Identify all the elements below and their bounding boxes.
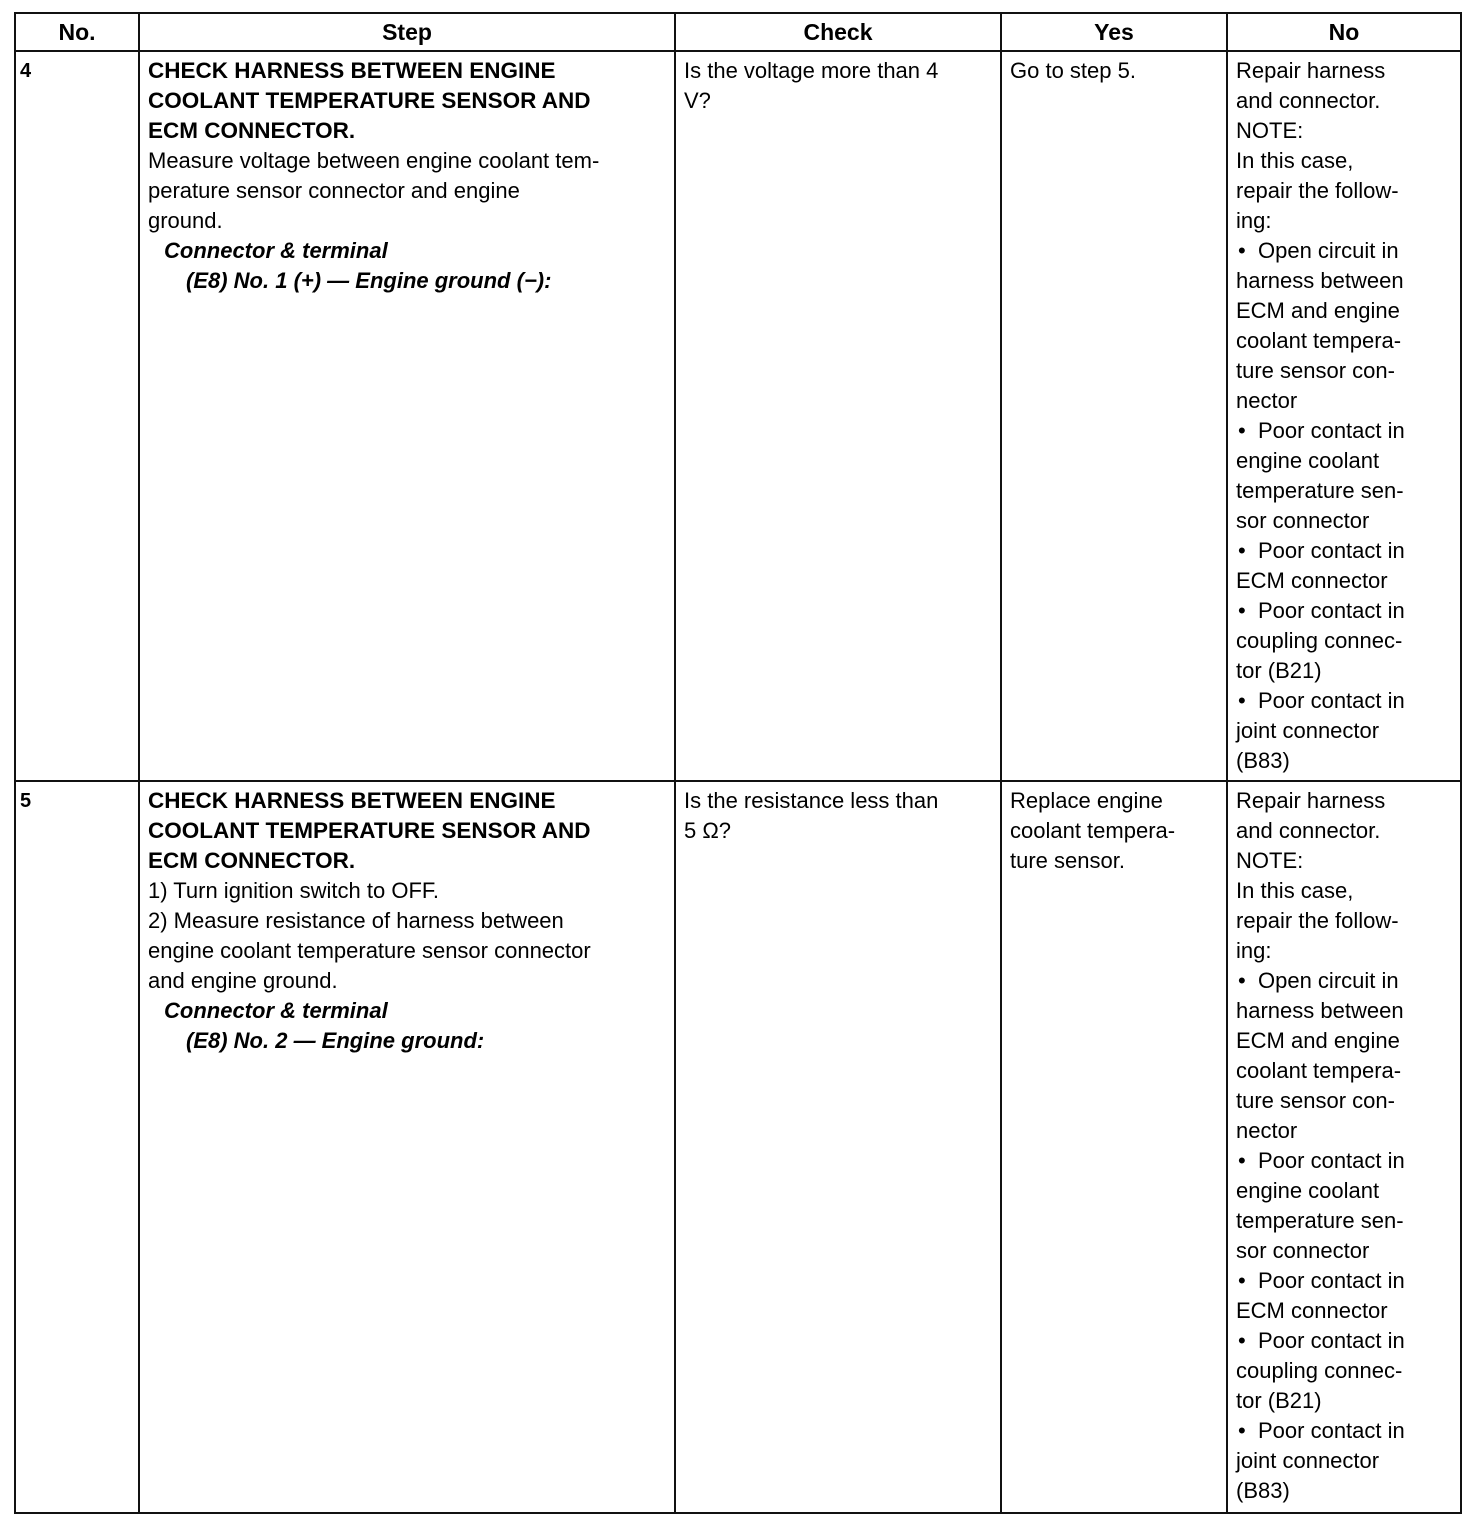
step-title-line: COOLANT TEMPERATURE SENSOR AND [148, 818, 591, 843]
step-instruction-line: 2) Measure resistance of harness between [148, 908, 564, 933]
check-content [676, 52, 1000, 120]
document-page [14, 12, 1460, 1514]
table-body [15, 51, 1461, 1513]
no-line: ECM connector [1236, 568, 1388, 593]
yes-line: ture sensor. [1010, 848, 1125, 873]
header-step: Step [139, 13, 675, 51]
no-line: coupling connec- [1236, 1358, 1403, 1383]
step-title [148, 786, 666, 876]
no-line: (B83) [1236, 1478, 1290, 1503]
yes-line: Go to step 5. [1010, 58, 1136, 83]
table-row [15, 781, 1461, 1513]
no-line: repair the follow- [1236, 178, 1399, 203]
no-bullet-item: • Poor contact in [1236, 536, 1452, 566]
no-line: ECM connector [1236, 1298, 1388, 1323]
step-title-line: ECM CONNECTOR. [148, 118, 356, 143]
row-number-cell [15, 51, 139, 781]
step-instruction-line: 1) Turn ignition switch to OFF. [148, 878, 439, 903]
no-line: coupling connec- [1236, 628, 1403, 653]
no-bullet-item: • Poor contact in [1236, 1326, 1452, 1356]
header-yes: Yes [1001, 13, 1227, 51]
step-title-line: CHECK HARNESS BETWEEN ENGINE [148, 58, 556, 83]
step-title-line: COOLANT TEMPERATURE SENSOR AND [148, 88, 591, 113]
no-cell [1227, 781, 1461, 1513]
yes-cell [1001, 51, 1227, 781]
row-number: 5 [20, 790, 32, 812]
step-instruction-line: Measure voltage between engine coolant tem- [148, 148, 600, 173]
no-line: engine coolant [1236, 448, 1380, 473]
no-line: temperature sen- [1236, 1208, 1404, 1233]
step-instruction-line: and engine ground. [148, 968, 338, 993]
header-no-result: No [1227, 13, 1461, 51]
no-line: nector [1236, 1118, 1298, 1143]
header-no: No. [15, 13, 139, 51]
no-line: tor (B21) [1236, 658, 1322, 683]
no-line: ECM and engine [1236, 298, 1400, 323]
header-check: Check [675, 13, 1001, 51]
no-line: harness between [1236, 998, 1404, 1023]
step-cell [139, 51, 675, 781]
no-line: In this case, [1236, 148, 1354, 173]
no-line: joint connector [1236, 1448, 1380, 1473]
no-line: tor (B21) [1236, 1388, 1322, 1413]
no-line: (B83) [1236, 748, 1290, 773]
step-title-line: ECM CONNECTOR. [148, 848, 356, 873]
no-bullet-item: • Poor contact in [1236, 1146, 1452, 1176]
no-line: sor connector [1236, 508, 1370, 533]
no-bullet-item: • Open circuit in [1236, 966, 1452, 996]
step-content [140, 782, 674, 1060]
no-line: nector [1236, 388, 1298, 413]
no-bullet-item: • Poor contact in [1236, 686, 1452, 716]
no-bullet-item: • Poor contact in [1236, 596, 1452, 626]
step-title-line: CHECK HARNESS BETWEEN ENGINE [148, 788, 556, 813]
no-line: joint connector [1236, 718, 1380, 743]
check-content [676, 782, 1000, 850]
yes-cell [1001, 781, 1227, 1513]
yes-content [1002, 52, 1226, 90]
yes-line: Replace engine [1010, 788, 1163, 813]
no-bullet-item: • Open circuit in [1236, 236, 1452, 266]
yes-line: coolant tempera- [1010, 818, 1176, 843]
connector-terminal-line: (E8) No. 2 — Engine ground: [186, 1028, 485, 1053]
step-content [140, 52, 674, 300]
step-cell [139, 781, 675, 1513]
no-line: coolant tempera- [1236, 328, 1402, 353]
no-line: and connector. [1236, 88, 1381, 113]
no-cell [1227, 51, 1461, 781]
no-line: ing: [1236, 938, 1272, 963]
no-line: ECM and engine [1236, 1028, 1400, 1053]
check-cell [675, 781, 1001, 1513]
no-line: engine coolant [1236, 1178, 1380, 1203]
no-line: Repair harness [1236, 58, 1386, 83]
check-cell [675, 51, 1001, 781]
no-line: NOTE: [1236, 848, 1304, 873]
no-line: Repair harness [1236, 788, 1386, 813]
no-line: ture sensor con- [1236, 1088, 1395, 1113]
step-instruction-line: engine coolant temperature sensor connector [148, 938, 591, 963]
no-line: repair the follow- [1236, 908, 1399, 933]
no-line: temperature sen- [1236, 478, 1404, 503]
check-line: Is the resistance less than [684, 788, 939, 813]
table-header-row [15, 13, 1461, 51]
connector-terminal-line: Connector & terminal [164, 998, 388, 1023]
row-number: 4 [20, 60, 32, 82]
yes-content [1002, 782, 1226, 880]
no-content [1228, 52, 1460, 780]
no-line: harness between [1236, 268, 1404, 293]
no-line: ing: [1236, 208, 1272, 233]
check-line: V? [684, 88, 711, 113]
row-number-cell [15, 781, 139, 1513]
step-instruction-line: perature sensor connector and engine [148, 178, 520, 203]
check-line: 5 Ω? [684, 818, 732, 843]
no-bullet-item: • Poor contact in [1236, 1266, 1452, 1296]
no-line: sor connector [1236, 1238, 1370, 1263]
no-line: In this case, [1236, 878, 1354, 903]
no-line: NOTE: [1236, 118, 1304, 143]
step-title [148, 56, 666, 146]
connector-terminal-line: Connector & terminal [164, 238, 388, 263]
no-line: and connector. [1236, 818, 1381, 843]
table-row [15, 51, 1461, 781]
step-instruction-line: ground. [148, 208, 223, 233]
connector-terminal-line: (E8) No. 1 (+) — Engine ground (−): [186, 268, 552, 293]
diagnostic-table [14, 12, 1462, 1514]
no-line: ture sensor con- [1236, 358, 1395, 383]
no-content [1228, 782, 1460, 1510]
no-bullet-item: • Poor contact in [1236, 416, 1452, 446]
no-bullet-item: • Poor contact in [1236, 1416, 1452, 1446]
check-line: Is the voltage more than 4 [684, 58, 939, 83]
no-line: coolant tempera- [1236, 1058, 1402, 1083]
